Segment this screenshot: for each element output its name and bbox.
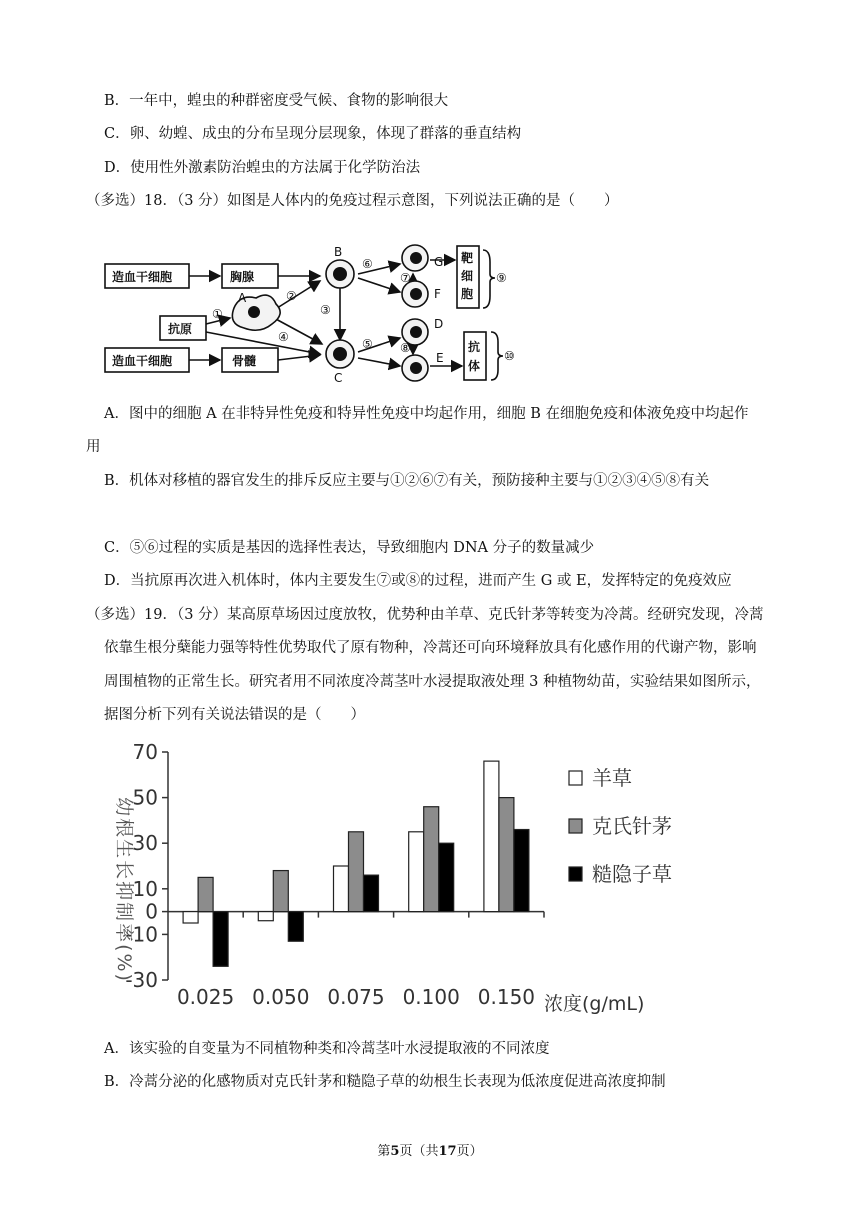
svg-text:骨髓: 骨髓 (232, 354, 257, 368)
chart-x-tick-label: 0.075 (327, 985, 385, 1009)
svg-text:B: B (334, 245, 343, 259)
svg-text:A: A (238, 291, 247, 305)
svg-text:③: ③ (320, 303, 331, 317)
question-19-stem-line3: 周围植物的正常生长。研究者用不同浓度冷蒿茎叶水浸提取液处理 3 种植物幼苗，实验结果如图所示， (104, 674, 761, 690)
svg-text:⑥: ⑥ (362, 257, 373, 271)
option-q17-b: B．一年中，蝗虫的种群密度受气候、食物的影响很大 (104, 93, 449, 109)
svg-text:⑤: ⑤ (362, 337, 373, 351)
chart-bar (424, 807, 439, 912)
chart-bar (499, 798, 514, 912)
chart-bar (334, 866, 349, 912)
svg-text:E: E (436, 351, 444, 365)
chart-bar (213, 912, 228, 967)
chart-ylabel: 幼根生长抑制率(%) (113, 797, 135, 983)
question-19-stem-line4: 据图分析下列有关说法错误的是（ ） (104, 707, 365, 723)
chart-y-tick-label: 30 (132, 831, 158, 856)
svg-text:⑧: ⑧ (400, 341, 411, 355)
svg-text:抗原: 抗原 (168, 322, 193, 336)
chart-bar (183, 912, 198, 923)
svg-text:C: C (334, 371, 343, 385)
option-q19-a: A．该实验的自变量为不同植物种类和冷蒿茎叶水浸提取液的不同浓度 (104, 1041, 550, 1057)
page-total: 17 (438, 1144, 457, 1159)
svg-text:④: ④ (278, 330, 289, 344)
chart-y-tick-label: -30 (125, 968, 158, 992)
chart-legend-swatch (569, 819, 582, 833)
chart-bar (273, 871, 288, 912)
page-number: 5 (390, 1144, 400, 1159)
svg-text:造血干细胞: 造血干细胞 (112, 270, 173, 284)
chart-bar (198, 877, 213, 911)
chart-bar (409, 832, 424, 912)
chart-legend-label: 克氏针茅 (592, 814, 672, 838)
chart-y-tick-label: 10 (132, 876, 158, 901)
chart-y-tick-label: 0 (145, 899, 158, 924)
svg-text:⑩: ⑩ (504, 349, 515, 363)
chart-legend-swatch (569, 771, 582, 785)
chart-x-tick-label: 0.100 (402, 985, 460, 1009)
chart-legend-swatch (569, 867, 582, 881)
option-q18-a-line1: A．图中的细胞 A 在非特异性免疫和特异性免疫中均起作用，细胞 B 在细胞免疫和体液免疫中均起作 (104, 406, 749, 422)
svg-text:⑦: ⑦ (400, 271, 411, 285)
chart-x-tick-label: 0.050 (252, 985, 310, 1009)
chart-bar (439, 843, 454, 911)
svg-text:⑨: ⑨ (496, 271, 507, 285)
target-cell-char-2: 细 (461, 269, 474, 283)
question-19-stem-line1: （多选）19．（3 分）某高原草场因过度放牧，优势种由羊草、克氏针茅等转变为冷蒿。经研究发现，冷蒿 (86, 607, 764, 623)
chart-x-tick-label: 0.025 (176, 985, 235, 1009)
svg-text:F: F (434, 287, 441, 301)
chart-y-tick-label: 70 (132, 740, 158, 764)
svg-text:D: D (434, 317, 444, 331)
svg-text:G: G (434, 255, 444, 269)
option-q18-a-line2: 用 (86, 439, 101, 455)
question-18-stem: （多选）18．（3 分）如图是人体内的免疫过程示意图，下列说法正确的是（ ） (86, 193, 619, 209)
svg-text:①: ① (212, 307, 223, 321)
option-q17-c: C．卵、幼蝗、成虫的分布呈现分层现象，体现了群落的垂直结构 (104, 126, 522, 142)
svg-text:②: ② (286, 289, 297, 303)
chart-bar (364, 875, 379, 911)
chart-legend-label: 羊草 (592, 766, 632, 790)
target-cell-char-3: 胞 (461, 287, 474, 301)
chart-xlabel: 浓度(g/mL) (544, 993, 645, 1015)
chart-bar (258, 912, 273, 921)
antibody-char-2: 体 (468, 359, 481, 373)
option-q18-b: B．机体对移植的器官发生的排斥反应主要与①②⑥⑦有关，预防接种主要与①②③④⑤⑧有关 (104, 473, 710, 489)
chart-bar (514, 830, 529, 912)
option-q18-c: C．⑤⑥过程的实质是基因的选择性表达，导致细胞内 DNA 分子的数量减少 (104, 540, 595, 556)
root-growth-inhibition-chart (96, 740, 696, 1020)
svg-text:造血干细胞: 造血干细胞 (112, 354, 173, 368)
chart-legend-label: 糙隐子草 (592, 862, 672, 886)
option-q18-d: D．当抗原再次进入机体时，体内主要发生⑦或⑧的过程，进而产生 G 或 E，发挥特定的免疫效应 (104, 573, 732, 589)
chart-y-tick-label: 50 (132, 785, 158, 810)
question-19-stem-line2: 依靠生根分蘖能力强等特性优势取代了原有物种，冷蒿还可向环境释放具有化感作用的代谢产物，影响 (104, 640, 757, 656)
svg-text:胸腺: 胸腺 (230, 270, 255, 284)
chart-bar (288, 912, 303, 942)
immune-process-diagram (100, 236, 520, 396)
antibody-char-1: 抗 (468, 340, 481, 354)
chart-y-tick-label: -10 (125, 922, 158, 947)
chart-bar (484, 761, 499, 911)
option-q19-b: B．冷蒿分泌的化感物质对克氏针茅和糙隐子草的幼根生长表现为低浓度促进高浓度抑制 (104, 1074, 666, 1090)
chart-x-tick-label: 0.150 (477, 985, 536, 1009)
target-cell-char-1: 靶 (461, 251, 474, 265)
page-footer: 第5页（共17页） (377, 1144, 483, 1159)
option-q17-d: D．使用性外激素防治蝗虫的方法属于化学防治法 (104, 160, 421, 176)
chart-bar (349, 832, 364, 912)
